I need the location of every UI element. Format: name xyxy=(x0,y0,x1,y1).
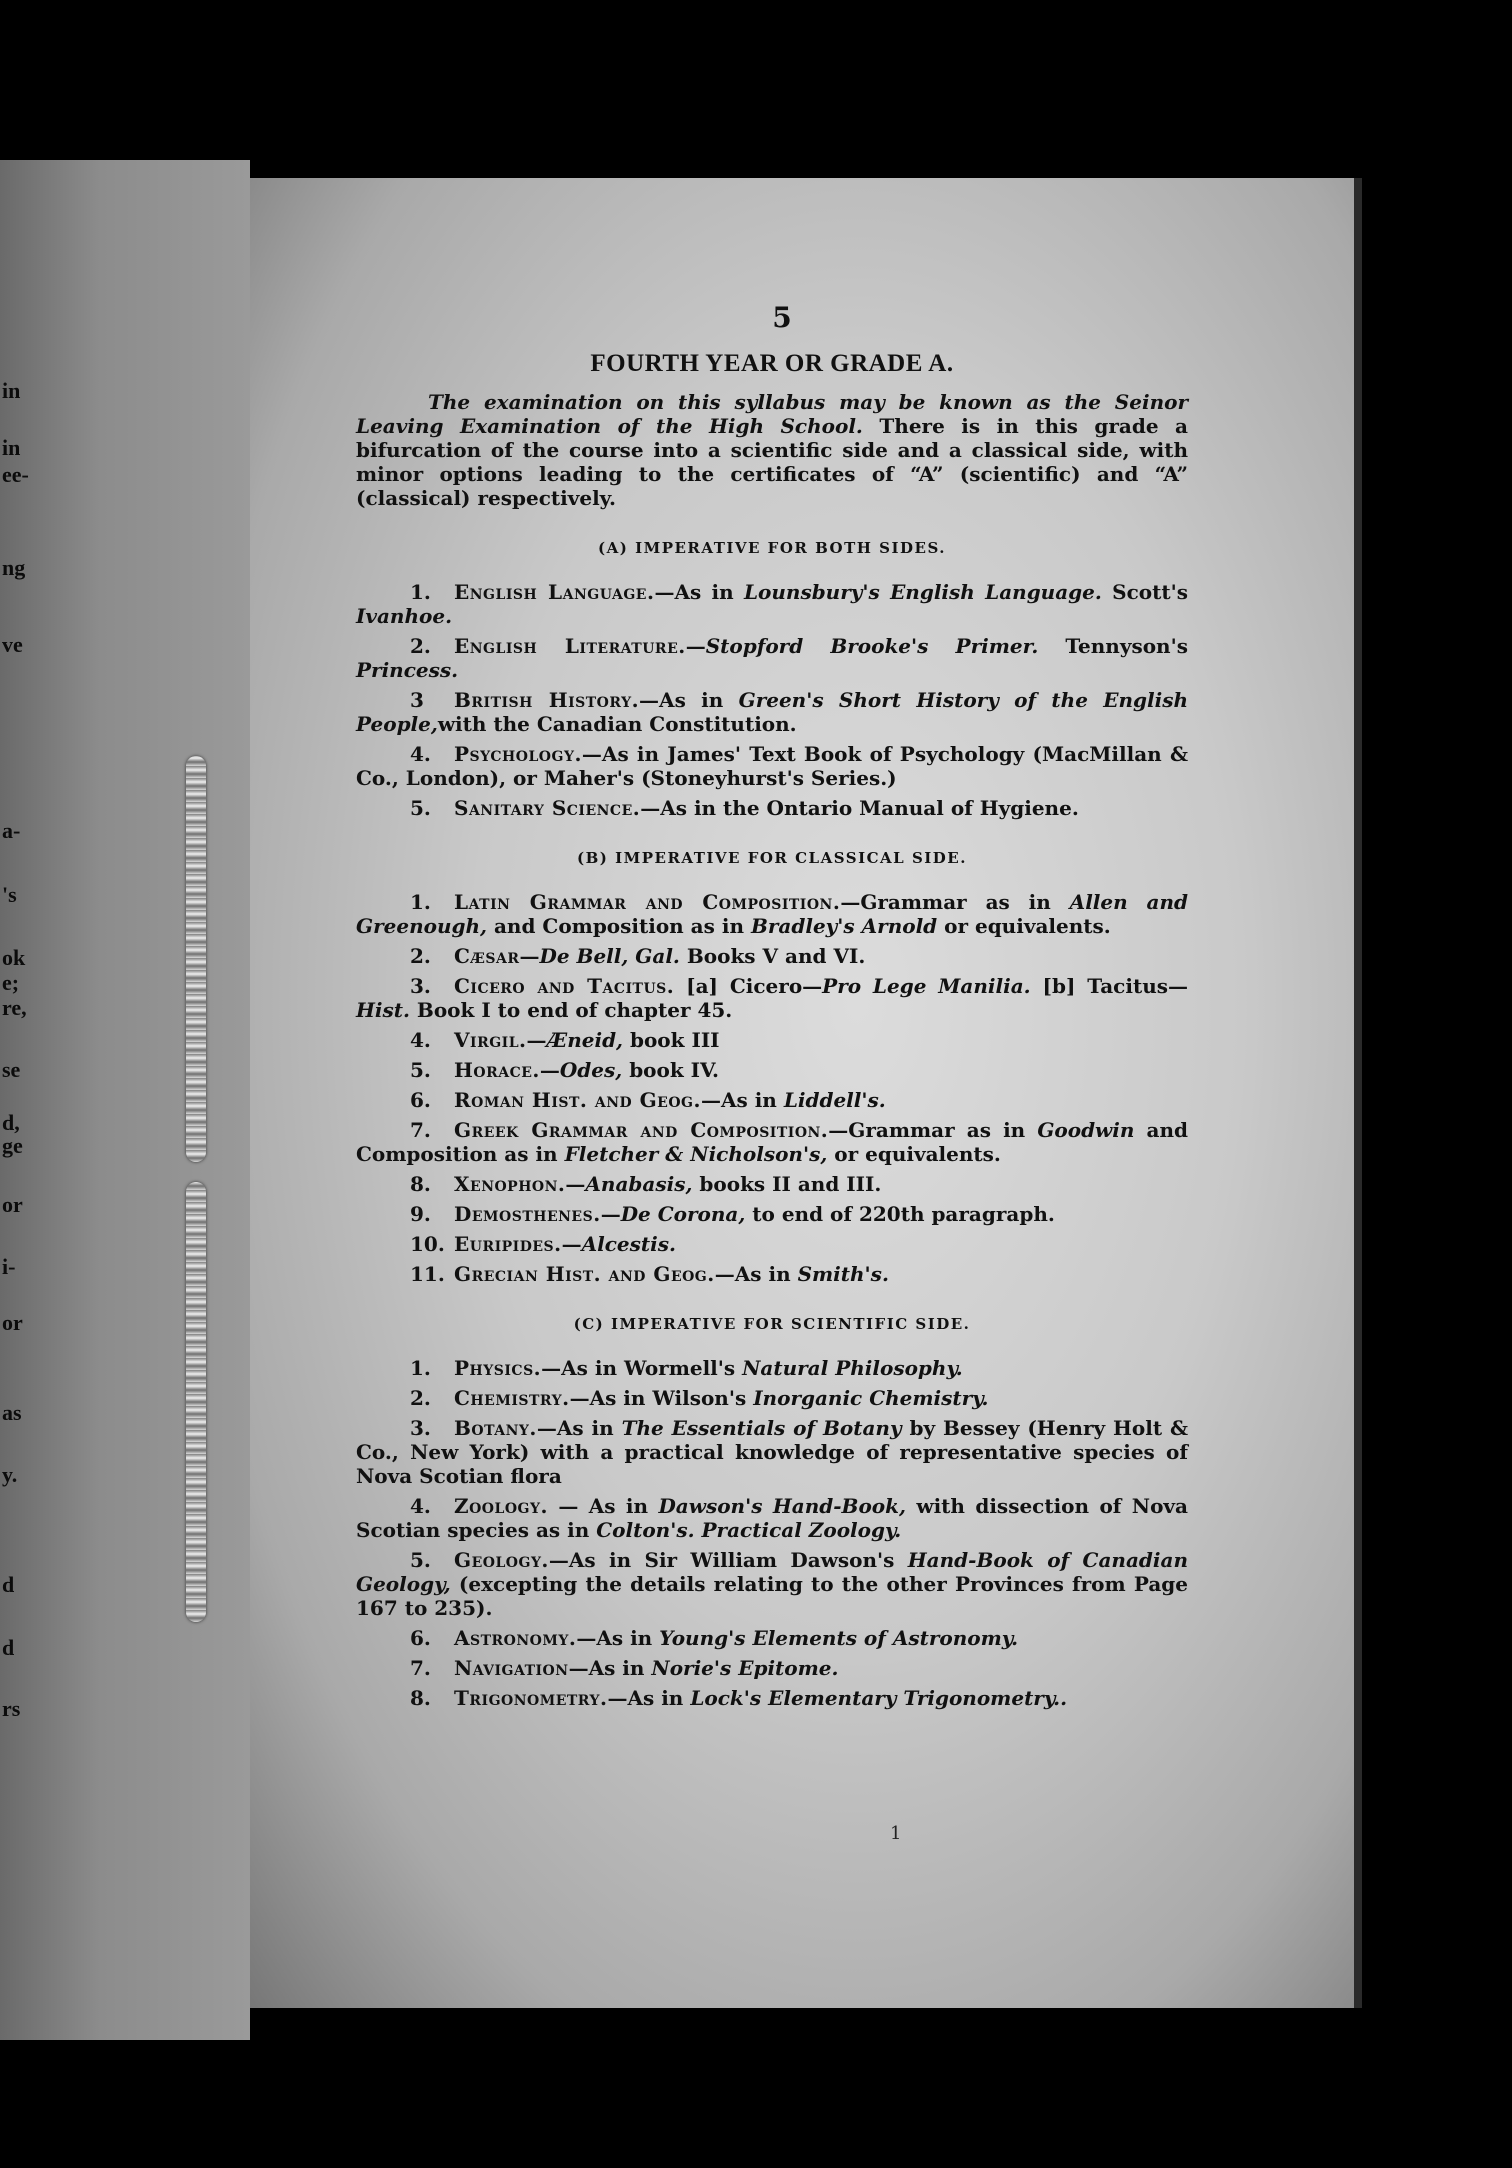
section-title: (C) IMPERATIVE FOR SCIENTIFIC SIDE. xyxy=(573,1315,971,1333)
item-number: 1. xyxy=(410,1356,431,1380)
section-title: (A) IMPERATIVE FOR BOTH SIDES. xyxy=(598,539,946,557)
page-number: 5 xyxy=(772,301,792,334)
syllabus-item xyxy=(356,944,1188,968)
item-text: —As in xyxy=(654,580,744,604)
item-italic-text: Goodwin xyxy=(1037,1118,1135,1142)
intro-italic-text: The examination on this syllabus may be known as the Seinor Leaving Examination of the High School. xyxy=(356,390,1188,438)
sections-container xyxy=(356,536,1188,1710)
item-italic-text: Hist. xyxy=(356,998,410,1022)
item-number: 2. xyxy=(410,634,431,658)
item-number: 3. xyxy=(410,1416,431,1440)
document-page xyxy=(250,178,1354,2008)
item-subject: Xenophon. xyxy=(454,1172,566,1196)
item-number: 8. xyxy=(410,1172,431,1196)
item-subject: Botany. xyxy=(454,1416,537,1440)
syllabus-item xyxy=(356,580,1188,628)
page-right-edge xyxy=(1354,178,1362,2008)
item-text: — xyxy=(565,1172,586,1196)
item-subject: Chemistry. xyxy=(454,1386,570,1410)
syllabus-item xyxy=(356,1118,1188,1166)
item-number: 4. xyxy=(410,1494,431,1518)
item-italic-text: Natural Philosophy. xyxy=(742,1356,963,1380)
syllabus-item xyxy=(356,634,1188,682)
margin-word: as xyxy=(2,1400,22,1425)
item-italic-text: Ivanhoe. xyxy=(356,604,453,628)
item-italic-text: Fletcher & Nicholson's, xyxy=(564,1142,828,1166)
syllabus-item xyxy=(356,1172,1188,1196)
syllabus-item xyxy=(356,742,1188,790)
page-content xyxy=(356,301,1189,1716)
item-text: —As in Wilson's xyxy=(569,1386,754,1410)
item-text: —As in xyxy=(568,1656,652,1680)
margin-word: in xyxy=(2,435,21,460)
item-number: 5. xyxy=(410,796,431,820)
item-number: 5. xyxy=(410,1058,431,1082)
item-text: —As in James' Text Book of Psychology (MacMillan & Co., London), or Maher's (Stoneyhurst's Series.) xyxy=(356,742,1188,790)
margin-word: i- xyxy=(2,1254,16,1279)
item-number: 2. xyxy=(410,1386,431,1410)
item-subject: Cæsar xyxy=(454,944,520,968)
item-number: 6. xyxy=(410,1088,431,1112)
item-text: to end of 220th paragraph. xyxy=(745,1202,1055,1226)
item-subject: Euripides. xyxy=(454,1232,562,1256)
item-italic-text: Lounsbury's English Language. xyxy=(743,580,1102,604)
syllabus-item xyxy=(356,1058,1188,1082)
item-subject: Sanitary Science. xyxy=(454,796,641,820)
item-number: 3 xyxy=(410,688,424,712)
item-subject: British History. xyxy=(454,688,640,712)
item-subject: Cicero and Tacitus. xyxy=(454,974,675,998)
item-number: 7. xyxy=(410,1656,431,1680)
item-number: 10. xyxy=(410,1232,445,1256)
item-number: 4. xyxy=(410,1028,431,1052)
margin-word: in xyxy=(2,378,21,403)
item-number: 5. xyxy=(410,1548,431,1572)
item-text: and Composition as in xyxy=(356,1118,1188,1166)
item-subject: English Language. xyxy=(454,580,655,604)
margin-word: rs xyxy=(2,1696,21,1721)
footer-mark: 1 xyxy=(890,1823,902,1844)
margin-word: y. xyxy=(2,1462,18,1487)
item-text: [a] Cicero— xyxy=(674,974,823,998)
item-italic-text: Green's Short History of the English People, xyxy=(356,688,1189,736)
syllabus-item xyxy=(356,1356,1188,1380)
item-italic-text: De Bell, Gal. xyxy=(539,944,680,968)
item-text: — xyxy=(526,1028,547,1052)
binding-thread-upper xyxy=(186,756,206,1162)
item-text: — As in xyxy=(547,1494,659,1518)
item-text: with the Canadian Constitution. xyxy=(437,712,797,736)
margin-word: re, xyxy=(2,995,27,1020)
page-heading: FOURTH YEAR OR GRADE A. xyxy=(590,350,954,377)
item-text: —As in xyxy=(536,1416,622,1440)
item-subject: Demosthenes. xyxy=(454,1202,601,1226)
item-italic-text: Young's Elements of Astronomy. xyxy=(659,1626,1019,1650)
item-text: or equivalents. xyxy=(937,914,1111,938)
item-subject: Greek Grammar and Composition. xyxy=(454,1118,829,1142)
item-text: book III xyxy=(623,1028,720,1052)
item-subject: Latin Grammar and Composition. xyxy=(454,890,841,914)
item-number: 9. xyxy=(410,1202,431,1226)
item-text: —As in xyxy=(639,688,739,712)
syllabus-item xyxy=(356,890,1188,938)
margin-word: d, xyxy=(2,1110,20,1135)
margin-word: ge xyxy=(2,1133,23,1158)
margin-word: 's xyxy=(2,882,17,907)
item-text: and Composition as in xyxy=(486,914,751,938)
item-italic-text: Alcestis. xyxy=(581,1232,676,1256)
syllabus-item xyxy=(356,1686,1188,1710)
item-italic-text: Pro Lege Manilia. xyxy=(822,974,1031,998)
left-facing-page xyxy=(0,160,250,2040)
item-text: — xyxy=(600,1202,621,1226)
item-italic-text: Bradley's Arnold xyxy=(750,914,938,938)
syllabus-item xyxy=(356,1626,1188,1650)
item-text: — xyxy=(685,634,706,658)
item-subject: Psychology. xyxy=(454,742,582,766)
item-text: —As in xyxy=(576,1626,660,1650)
intro-body-text: There is in this grade a bifurcation of the course into a scientific side and a classical side, with minor options leading to the certificates of “A” (scientific) and “A” (classical) respectively. xyxy=(356,414,1189,510)
item-italic-text: The Essentials of Botany xyxy=(621,1416,902,1440)
item-italic-text: Colton's. Practical Zoology. xyxy=(596,1518,902,1542)
item-number: 1. xyxy=(410,580,431,604)
item-text: book IV. xyxy=(622,1058,720,1082)
item-italic-text: Lock's Elementary Trigonometry.. xyxy=(690,1686,1068,1710)
item-italic-text: Anabasis, xyxy=(585,1172,693,1196)
margin-word: se xyxy=(2,1057,21,1082)
item-italic-text: De Corona, xyxy=(620,1202,746,1226)
margin-word: d xyxy=(2,1635,15,1660)
item-text: Book I to end of chapter 45. xyxy=(409,998,733,1022)
syllabus-item xyxy=(356,1262,1188,1286)
item-subject: Roman Hist. and Geog. xyxy=(454,1088,701,1112)
syllabus-item xyxy=(356,1416,1188,1488)
item-subject: Navigation xyxy=(454,1656,569,1680)
syllabus-item xyxy=(356,1656,1188,1680)
item-text: —As in xyxy=(700,1088,784,1112)
item-subject: Grecian Hist. and Geog. xyxy=(454,1262,715,1286)
item-text: —As in the Ontario Manual of Hygiene. xyxy=(640,796,1079,820)
item-text: (excepting the details relating to the other Provinces from Page 167 to 235). xyxy=(356,1572,1188,1620)
margin-word: a- xyxy=(2,818,21,843)
syllabus-item xyxy=(356,974,1188,1022)
item-subject: Trigonometry. xyxy=(454,1686,608,1710)
item-italic-text: Hand-Book of Canadian Geology, xyxy=(356,1548,1188,1596)
item-italic-text: Smith's. xyxy=(797,1262,889,1286)
item-text: —Grammar as in xyxy=(840,890,1070,914)
syllabus-item xyxy=(356,1088,1188,1112)
syllabus-item xyxy=(356,1028,1188,1052)
item-subject: Physics. xyxy=(454,1356,542,1380)
syllabus-item xyxy=(356,1548,1188,1620)
item-text: or equivalents. xyxy=(827,1142,1001,1166)
margin-word: ee- xyxy=(2,462,29,487)
item-text: —As in Wormell's xyxy=(541,1356,743,1380)
syllabus-item xyxy=(356,1202,1188,1226)
syllabus-item xyxy=(356,688,1188,736)
item-text: [b] Tacitus— xyxy=(1030,974,1188,998)
item-number: 1. xyxy=(410,890,431,914)
item-text: — xyxy=(519,944,540,968)
margin-word: or xyxy=(2,1310,23,1335)
item-text: books II and III. xyxy=(692,1172,882,1196)
margin-word: or xyxy=(2,1192,23,1217)
item-text: with dissection of Nova Scotian species as in xyxy=(356,1494,1188,1542)
margin-word: ok xyxy=(2,945,26,970)
item-text: —As in xyxy=(607,1686,691,1710)
item-italic-text: Odes, xyxy=(559,1058,623,1082)
item-number: 8. xyxy=(410,1686,431,1710)
item-subject: Astronomy. xyxy=(454,1626,577,1650)
item-italic-text: Inorganic Chemistry. xyxy=(753,1386,989,1410)
item-text: Scott's xyxy=(1101,580,1188,604)
item-text: — xyxy=(561,1232,582,1256)
item-italic-text: Norie's Epitome. xyxy=(651,1656,839,1680)
item-subject: Horace. xyxy=(454,1058,540,1082)
syllabus-item xyxy=(356,1386,1188,1410)
item-italic-text: Princess. xyxy=(356,658,459,682)
margin-word: ve xyxy=(2,632,23,657)
item-number: 2. xyxy=(410,944,431,968)
item-number: 7. xyxy=(410,1118,431,1142)
binding-thread-lower xyxy=(186,1182,206,1622)
item-italic-text: Æneid, xyxy=(546,1028,624,1052)
syllabus-item xyxy=(356,1494,1188,1542)
item-number: 6. xyxy=(410,1626,431,1650)
item-number: 4. xyxy=(410,742,431,766)
item-text: by Bessey (Henry Holt & Co., New York) with a practical knowledge of representative species of Nova Scotian flora xyxy=(356,1416,1189,1488)
item-number: 11. xyxy=(410,1262,445,1286)
item-subject: Geology. xyxy=(454,1548,549,1572)
item-text: Books V and VI. xyxy=(679,944,866,968)
item-italic-text: Liddell's. xyxy=(783,1088,886,1112)
item-number: 3. xyxy=(410,974,431,998)
margin-word: d xyxy=(2,1572,15,1597)
margin-word: ng xyxy=(2,555,26,580)
item-text: Tennyson's xyxy=(1038,634,1188,658)
item-subject: English Literature. xyxy=(454,634,686,658)
item-text: —As in xyxy=(714,1262,798,1286)
item-text: — xyxy=(539,1058,560,1082)
intro-paragraph xyxy=(356,390,1188,510)
syllabus-item xyxy=(356,796,1188,820)
item-italic-text: Stopford Brooke's Primer. xyxy=(705,634,1039,658)
item-italic-text: Allen and Greenough, xyxy=(356,890,1188,938)
item-text: —Grammar as in xyxy=(828,1118,1038,1142)
syllabus-item xyxy=(356,1232,1188,1256)
item-italic-text: Dawson's Hand-Book, xyxy=(658,1494,906,1518)
section-title: (B) IMPERATIVE FOR CLASSICAL SIDE. xyxy=(577,849,967,867)
margin-word: e; xyxy=(2,970,20,995)
item-text: —As in Sir William Dawson's xyxy=(548,1548,908,1572)
item-subject: Virgil. xyxy=(454,1028,527,1052)
item-subject: Zoology. xyxy=(454,1494,548,1518)
